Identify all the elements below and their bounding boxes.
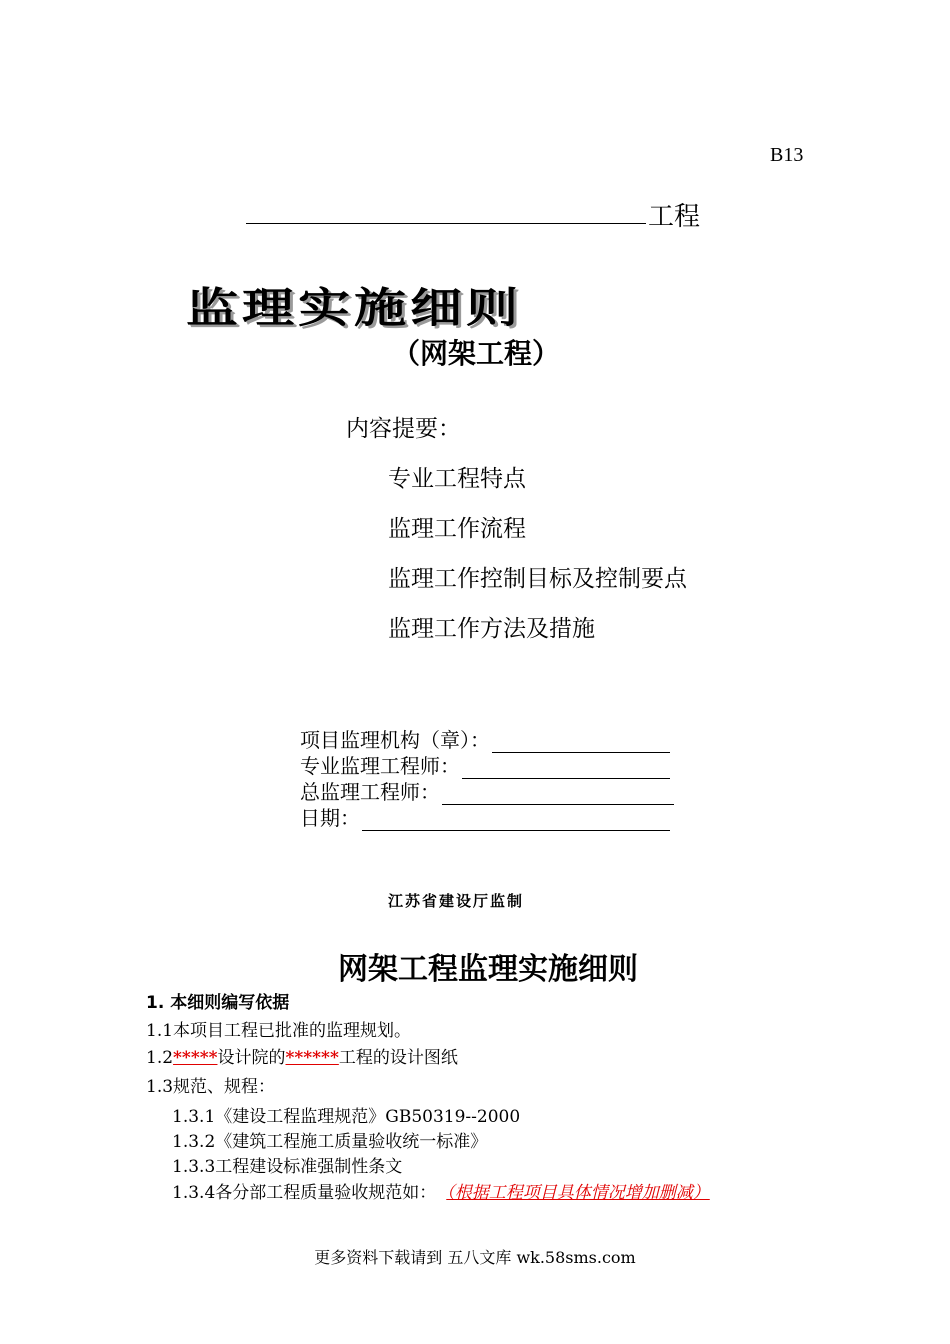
- summary-item: 监理工作方法及措施: [388, 616, 595, 642]
- placeholder-stars: *****: [173, 1048, 218, 1068]
- document-title: 网架工程监理实施细则: [338, 952, 638, 987]
- sub-item: 1.3.2《建筑工程施工质量验收统一标准》: [172, 1132, 488, 1152]
- sign-field-agency: [300, 724, 670, 753]
- p2-prefix: 1.2: [146, 1048, 174, 1068]
- project-name-blank: [246, 223, 646, 224]
- p2-suffix: 工程的设计图纸: [338, 1048, 458, 1068]
- summary-item: 监理工作控制目标及控制要点: [388, 566, 687, 592]
- main-title: 监理实施细则: [186, 284, 523, 333]
- summary-item: 监理工作流程: [388, 516, 526, 542]
- placeholder-stars: ******: [285, 1048, 339, 1068]
- project-suffix: 工程: [648, 202, 701, 232]
- summary-item: 专业工程特点: [388, 466, 526, 492]
- issuer: 江苏省建设厅监制: [388, 892, 525, 910]
- subtitle: （网架工程）: [392, 337, 561, 370]
- sign-blank: [362, 812, 670, 831]
- editor-note: （根据工程项目具体情况增加删减）: [446, 1183, 710, 1203]
- paragraph-1-1: 1.1本项目工程已批准的监理规划。: [146, 1021, 412, 1041]
- p2-mid: 设计院的: [217, 1048, 286, 1068]
- sub-item: 1.3.1《建设工程监理规范》GB50319--2000: [172, 1107, 521, 1127]
- sub-item: 1.3.4各分部工程质量验收规范如：: [172, 1183, 437, 1203]
- paragraph-1-3: 1.3规范、规程：: [146, 1077, 276, 1097]
- sign-label: 日期：: [300, 806, 360, 830]
- sub-item: 1.3.3工程建设标准强制性条文: [172, 1157, 403, 1177]
- sub-item-with-note: [172, 1178, 710, 1203]
- form-code: B13: [770, 144, 804, 166]
- summary-label: 内容提要：: [346, 416, 461, 442]
- sign-field-specialist: [300, 750, 670, 779]
- section-heading: 1. 本细则编写依据: [146, 993, 290, 1013]
- paragraph-1-2: [146, 1043, 458, 1068]
- sign-label: 总监理工程师：: [300, 780, 440, 804]
- sign-field-date: [300, 802, 670, 831]
- sign-label: 项目监理机构（章）：: [300, 728, 490, 752]
- sign-field-chief: [300, 776, 674, 805]
- sign-label: 专业监理工程师：: [300, 754, 460, 778]
- footer-note: 更多资料下载请到 五八文库 wk.58sms.com: [314, 1248, 636, 1267]
